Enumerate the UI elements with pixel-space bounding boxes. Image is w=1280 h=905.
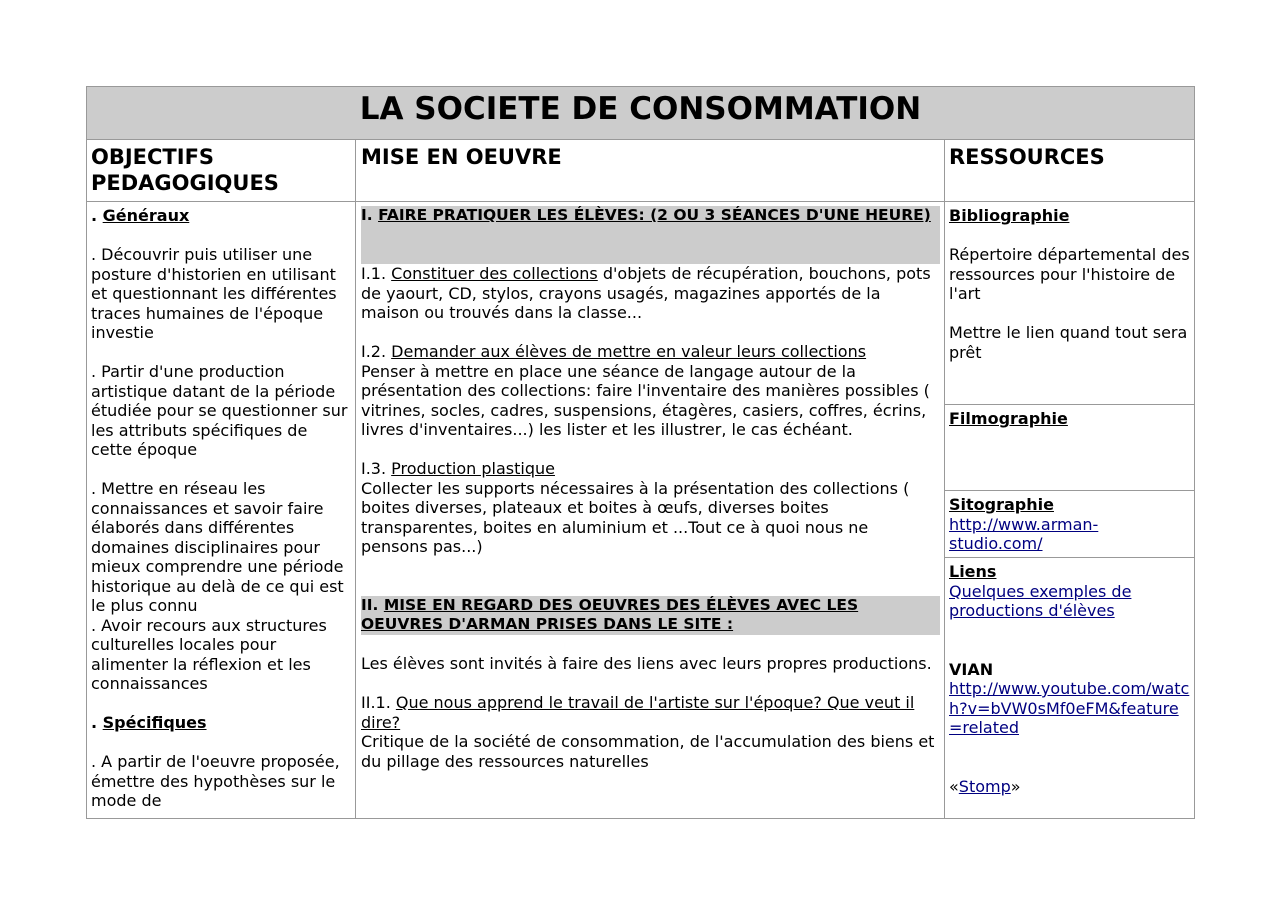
- section-1-heading: [361, 206, 940, 264]
- step-2-1-heading: [361, 693, 940, 732]
- objectif-5: . A partir de l'oeuvre proposée, émettre des hypothèses sur le mode de: [91, 752, 340, 810]
- stomp-line: [949, 777, 1191, 797]
- specifiques-prefix: .: [91, 713, 103, 732]
- header-ressources-text: RESSOURCES: [949, 145, 1105, 169]
- generaux-label: Généraux: [102, 206, 190, 225]
- stomp-open-quote: «: [949, 776, 959, 796]
- document-title: [86, 86, 1195, 140]
- step-1-3-number: I.3.: [361, 459, 392, 478]
- filmographie-cell: [945, 405, 1195, 490]
- liens-cell: [945, 558, 1195, 819]
- step-1-2-number: I.2.: [361, 342, 392, 361]
- section-1-number: I.: [361, 206, 379, 224]
- vian-title: VIAN: [949, 659, 994, 679]
- section-1-title: FAIRE PRATIQUER LES ÉLÈVES: (2 OU 3 SÉANCES D'UNE HEURE): [378, 206, 931, 224]
- objectif-3: . Mettre en réseau les connaissances et savoir faire élaborés dans différentes domaines disciplinaires pour mieux comprendre une période historique au delà de ce qui est le plus connu: [91, 479, 344, 615]
- section-2-number: II.: [361, 595, 384, 614]
- specifiques-label: Spécifiques: [102, 713, 207, 732]
- document-title-text: LA SOCIETE DE CONSOMMATION: [359, 91, 922, 127]
- bibliographie-text-2: Mettre le lien quand tout sera prêt: [949, 323, 1188, 362]
- stomp-close-quote: »: [1010, 776, 1021, 796]
- step-1-1: [361, 264, 940, 323]
- step-1-3-heading: [361, 459, 940, 479]
- youtube-vian-link[interactable]: http://www.youtube.com/watch?v=bVW0sMf0eFM&feature=related: [949, 679, 1190, 737]
- sitographie-title: Sitographie: [949, 495, 1054, 514]
- header-mise-text: MISE EN OEUVRE: [361, 145, 562, 169]
- step-1-1-text: d'objets de récupération, bouchons, pots de yaourt, CD, stylos, crayons usagés, magazines apportés de la maison ou trouvés dans la classe...: [361, 264, 931, 322]
- header-mise-en-oeuvre: [357, 140, 944, 202]
- objectif-2: . Partir d'une production artistique datant de la période étudiée pour se questionner sur les attributs spécifiques de cette époque: [91, 362, 348, 459]
- section-2-heading: [361, 596, 940, 635]
- objectif-1: . Découvrir puis utiliser une posture d'historien en utilisant et questionnant les différentes traces humaines de l'époque investie: [91, 245, 337, 342]
- header-objectifs-text: OBJECTIFS PEDAGOGIQUES: [91, 145, 279, 195]
- generaux-heading: [91, 206, 351, 226]
- sitographie-cell: [945, 491, 1195, 557]
- step-1-2-text: Penser à mettre en place une séance de langage autour de la présentation des collections: faire l'inventaire des manières possibles ( vitrines, socles, cadres, suspensions, étagères, casiers, coffres, écrins, livres d'inventaires...) les lister et les illustrer, le cas échéant.: [361, 361, 930, 439]
- step-2-1-number: II.1.: [361, 693, 396, 712]
- step-1-2-title: Demander aux élèves de mettre en valeur leurs collections: [391, 342, 867, 361]
- step-2-1-text: Critique de la société de consommation, de l'accumulation des biens et du pillage des ressources naturelles: [361, 732, 935, 771]
- mise-en-oeuvre-column: [357, 202, 944, 819]
- step-1-2-heading: [361, 342, 940, 362]
- productions-eleves-link[interactable]: Quelques exemples de productions d'élèves: [949, 581, 1132, 620]
- header-objectifs: [87, 140, 355, 202]
- section-2-title: MISE EN REGARD DES OEUVRES DES ÉLÈVES AVEC LES OEUVRES D'ARMAN PRISES DANS LE SITE :: [361, 595, 859, 633]
- stomp-link[interactable]: Stomp: [958, 776, 1011, 796]
- header-ressources: [945, 140, 1195, 202]
- liens-title: Liens: [949, 562, 997, 581]
- generaux-prefix: .: [91, 206, 103, 225]
- step-1-3-title: Production plastique: [391, 459, 555, 478]
- bibliographie-text-1: Répertoire départemental des ressources pour l'histoire de l'art: [949, 245, 1190, 303]
- objectif-4: . Avoir recours aux structures culturelles locales pour alimenter la réflexion et les connaissances: [91, 615, 327, 693]
- filmographie-title: Filmographie: [949, 409, 1068, 428]
- arman-studio-link[interactable]: http://www.arman-studio.com/: [949, 514, 1099, 553]
- column-divider-1: [355, 139, 356, 819]
- bibliographie-cell: [945, 202, 1195, 404]
- step-1-1-number: I.1.: [361, 264, 392, 283]
- step-2-1-title: Que nous apprend le travail de l'artiste sur l'époque? Que veut il dire?: [361, 693, 915, 732]
- specifiques-heading: [91, 713, 351, 733]
- step-1-3-text: Collecter les supports nécessaires à la présentation des collections ( boites diverses, plateaux et boites à œufs, diverses boites transparentes, boites en aluminium et ...Tout ce à quoi nous ne pensons pas...): [361, 478, 910, 556]
- step-1-1-title: Constituer des collections: [391, 264, 598, 283]
- section-2-text: Les élèves sont invités à faire des liens avec leurs propres productions.: [361, 654, 932, 673]
- bibliographie-title: Bibliographie: [949, 206, 1070, 225]
- objectifs-column: [87, 202, 355, 819]
